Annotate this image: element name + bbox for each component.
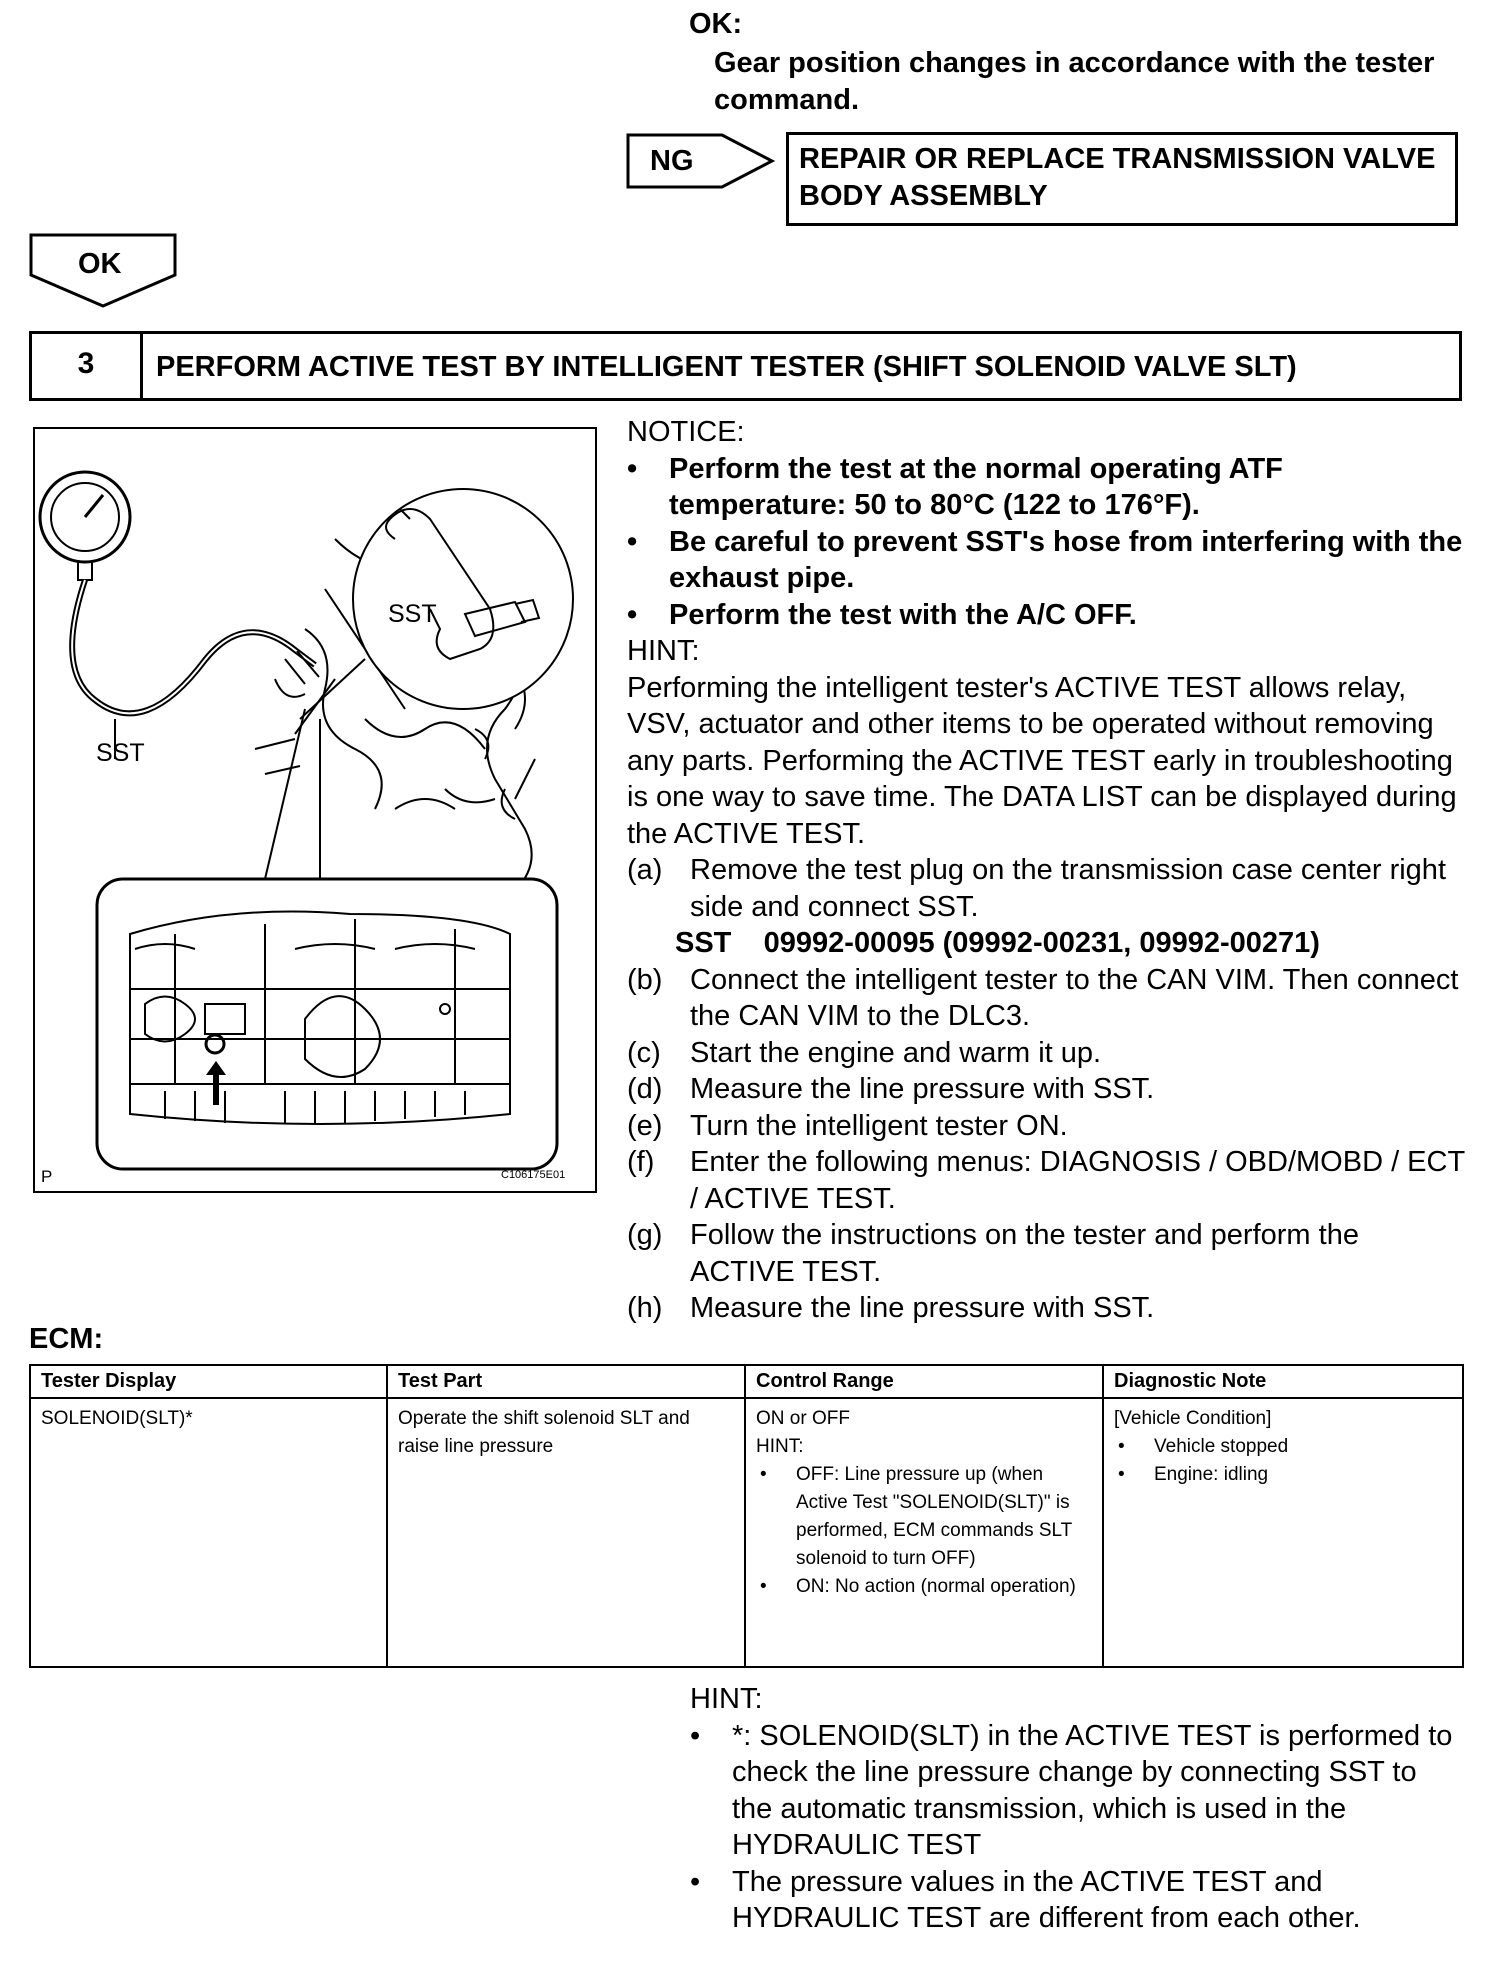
notice-item: • Perform the test at the normal operating ATF temperature: 50 to 80°C (122 to 176°F). bbox=[627, 452, 1283, 521]
hint-heading: HINT: bbox=[690, 1683, 763, 1715]
notice-item: • Perform the test with the A/C OFF. bbox=[627, 598, 1137, 631]
column-header: Tester Display bbox=[30, 1365, 387, 1398]
control-range-bullet: • OFF: Line pressure up (when Active Test "SOLENOID(SLT)" is performed, ECM commands SLT solenoid to turn OFF) bbox=[760, 1464, 1072, 1569]
step-title: PERFORM ACTIVE TEST BY INTELLIGENT TESTER (SHIFT SOLENOID VALVE SLT) bbox=[156, 351, 1297, 383]
ng-arrow-icon bbox=[626, 133, 776, 189]
notice-heading: NOTICE: bbox=[627, 416, 745, 448]
ng-label: NG bbox=[650, 145, 694, 177]
diagnostic-note-bullet: • Vehicle stopped bbox=[1118, 1436, 1289, 1457]
column-header: Test Part bbox=[387, 1365, 745, 1398]
sst-label: SST bbox=[96, 739, 145, 767]
bottom-hint bbox=[690, 1681, 1460, 1937]
procedure-step: (f) Enter the following menus: DIAGNOSIS / OBD/MOBD / ECT / ACTIVE TEST. bbox=[627, 1146, 1465, 1215]
active-test-table bbox=[29, 1364, 1464, 1668]
hint-item: • The pressure values in the ACTIVE TEST and HYDRAULIC TEST are different from each other. bbox=[690, 1865, 1361, 1934]
procedure-step: (d) Measure the line pressure with SST. bbox=[627, 1073, 1155, 1105]
hint-heading: HINT: bbox=[627, 635, 700, 667]
column-header: Diagnostic Note bbox=[1103, 1365, 1463, 1398]
step-number: 3 bbox=[77, 347, 95, 380]
table-row bbox=[30, 1398, 1463, 1667]
notice-item: • Be careful to prevent SST's hose from interfering with the exhaust pipe. bbox=[627, 525, 1463, 594]
ok-result-text: Gear position changes in accordance with the tester command. bbox=[714, 47, 1435, 116]
step-header bbox=[29, 331, 1462, 401]
step-divider bbox=[140, 334, 143, 398]
procedure-step: (a) Remove the test plug on the transmission case center right side and connect SST. bbox=[627, 854, 1446, 923]
figure-corner-mark: P bbox=[41, 1167, 53, 1186]
table-header-row bbox=[30, 1365, 1463, 1398]
column-header: Control Range bbox=[745, 1365, 1103, 1398]
procedure-step: (g) Follow the instructions on the tester and perform the ACTIVE TEST. bbox=[627, 1219, 1359, 1288]
hint-text: Performing the intelligent tester's ACTIVE TEST allows relay, VSV, actuator and other items to be operated without removing any parts. Performing the ACTIVE TEST early in troubleshooting is one way to save time. The DATA LIST can be displayed during the ACTIVE TEST. bbox=[627, 671, 1457, 850]
diagnostic-note-title: [Vehicle Condition] bbox=[1114, 1408, 1272, 1429]
diagnostic-note-cell bbox=[1103, 1398, 1463, 1667]
repair-action-box bbox=[786, 132, 1458, 226]
procedure-step: (b) Connect the intelligent tester to the CAN VIM. Then connect the CAN VIM to the DLC3. bbox=[627, 963, 1459, 1032]
procedure-step: (h) Measure the line pressure with SST. bbox=[627, 1292, 1155, 1324]
control-range-value: ON or OFF bbox=[756, 1408, 850, 1429]
control-range-hint: HINT: bbox=[756, 1436, 804, 1457]
figure-code: C106175E01 bbox=[501, 1169, 566, 1181]
control-range-bullet: • ON: No action (normal operation) bbox=[760, 1576, 1076, 1597]
ecm-label: ECM: bbox=[29, 1323, 104, 1355]
tester-display-cell: SOLENOID(SLT)* bbox=[30, 1398, 387, 1667]
sst-zoom-label: SST bbox=[388, 600, 437, 628]
instructions bbox=[627, 414, 1467, 1327]
illustration bbox=[33, 427, 597, 1193]
diagnostic-note-bullet: • Engine: idling bbox=[1118, 1464, 1269, 1485]
procedure-step: (c) Start the engine and warm it up. bbox=[627, 1036, 1102, 1069]
ok-result-label: OK: bbox=[689, 8, 743, 40]
ok-arrow-label: OK bbox=[78, 248, 122, 280]
repair-action-text: REPAIR OR REPLACE TRANSMISSION VALVE BODY ASSEMBLY bbox=[799, 143, 1436, 212]
sst-reference: SST 09992-00095 (09992-00231, 09992-00271) bbox=[675, 927, 1320, 959]
hint-item: • *: SOLENOID(SLT) in the ACTIVE TEST is performed to check the line pressure change by connecting SST to the automatic transmission, which is used in the HYDRAULIC TEST bbox=[690, 1719, 1453, 1861]
control-range-cell bbox=[745, 1398, 1103, 1667]
procedure-step: (e) Turn the intelligent tester ON. bbox=[627, 1109, 1068, 1142]
pressure-gauge-diagram bbox=[35, 429, 595, 1191]
test-part-cell: Operate the shift solenoid SLT and raise line pressure bbox=[387, 1398, 745, 1667]
